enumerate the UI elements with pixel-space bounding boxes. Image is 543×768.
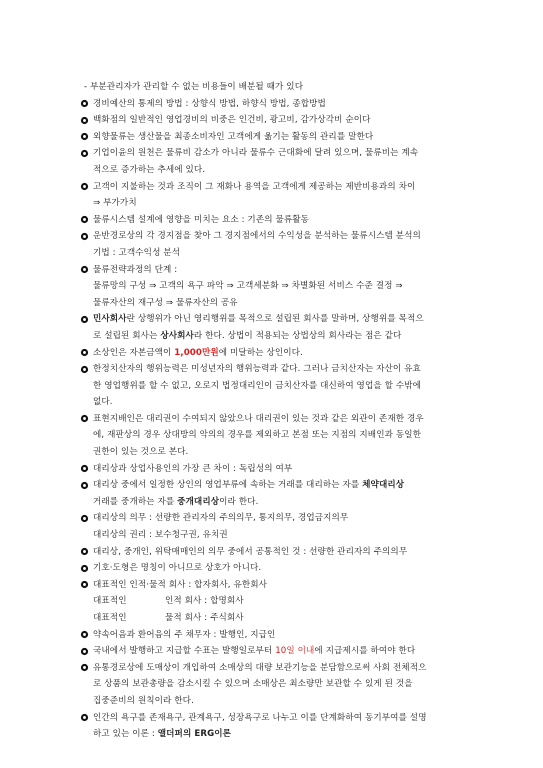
text-line: 에, 재판상의 경우 상대방의 악의의 경우를 제외하고 본점 또는 지점의 지배인과 동일한: [93, 430, 422, 441]
text-line: 물류자산의 재구성 ⇒ 물류자산의 공유: [93, 297, 238, 308]
list-item: 물류시스템 설계에 영향을 미치는 요소 : 기존의 물류활동: [80, 212, 475, 229]
bullet-icon: [80, 365, 89, 374]
list-item: 대리상과 상업사용인의 가장 큰 차이 : 독립성의 여부: [80, 461, 475, 478]
text-line: 기법 : 고객수익성 분석: [93, 247, 181, 258]
list-item: 백화점의 일반적인 영업경비의 비중은 인건비, 광고비, 감가상각비 순이다: [80, 112, 475, 129]
period-highlight: 10일 이내: [275, 646, 315, 657]
text-line: 거래를 중개하는 자를 중개대리상이라 한다.: [93, 496, 259, 507]
bullet-icon: [80, 713, 89, 722]
bullet-icon: [80, 265, 89, 274]
text-line: 집중준비의 원칙이라 한다.: [93, 695, 194, 706]
bullet-icon: [80, 99, 89, 108]
bullet-icon: [80, 580, 89, 589]
bullet-icon: [80, 630, 89, 639]
bullet-icon: [80, 232, 89, 241]
bullet-icon: [80, 464, 89, 473]
text-line: 적으로 증가하는 추세에 있다.: [93, 164, 206, 175]
bullet-icon: [80, 481, 89, 490]
list-item: 소상인은 자본금액이 1,000만원에 미달하는 상인이다.: [80, 345, 475, 362]
text-line: 없다.: [93, 397, 113, 408]
bullet-icon: [80, 663, 89, 672]
bullet-icon: [80, 149, 89, 158]
list-item: 대리상, 중개인, 위탁매매인의 의무 중에서 공통적인 것 : 선량한 관리자의 주의의무: [80, 544, 475, 561]
list-item: 기호·도형은 명칭이 아니므로 상호가 아니다.: [80, 560, 475, 577]
list-item: 운반경로상의 각 경지점을 찾아 그 경지점에서의 수익성을 분석하는 물류시스템 분석의: [80, 228, 475, 245]
list-item: 표현지배인은 대리권이 수여되지 않았으나 대리권이 있는 것과 같은 외관이 존재한 경우: [80, 411, 475, 428]
text-line: 한 영업행위를 할 수 없고, 오로지 법정대리인이 금치산자를 대신하여 영업을 할 수밖에: [93, 380, 422, 391]
text-line: 하고 있는 이론 : 앨더퍼의 ERG이론: [93, 729, 232, 740]
bullet-icon: [80, 514, 89, 523]
bullet-icon: [80, 547, 89, 556]
bullet-icon: [80, 116, 89, 125]
bullet-icon: [80, 132, 89, 141]
bullet-icon: [80, 315, 89, 324]
text-line: - 부분관리자가 관리할 수 없는 비용들이 배분될 때가 있다: [84, 82, 304, 92]
bullet-icon: [80, 647, 89, 656]
text-line: 물류망의 구성 ⇒ 고객의 욕구 파악 ⇒ 고객세분화 ⇒ 차별화된 서비스 수준 결정 ⇒: [93, 281, 403, 292]
list-item: 물류전략과정의 단계 :: [80, 262, 475, 279]
bullet-icon: [80, 564, 89, 573]
list-item: 대리상의 의무 : 선량한 관리자의 주의의무, 통지의무, 경업금지의무: [80, 510, 475, 527]
bullet-icon: [80, 215, 89, 224]
text-line: ⇒ 부가가치: [93, 198, 137, 209]
bullet-icon: [80, 414, 89, 423]
list-item: 민사회사란 상행위가 아닌 영리행위를 목적으로 설립된 회사를 말하며, 상행위를 목적으: [80, 311, 475, 328]
list-item: 기업이윤의 원천은 물류비 감소가 아니라 물류수 근대화에 달려 있으며, 물류비는 계속: [80, 145, 475, 162]
term-highlight: 체약대리상: [362, 480, 405, 491]
list-item: 유통경로상에 도매상이 개입하여 소매상의 대량 보관기능을 분담함으로써 사회 전체적으: [80, 660, 475, 677]
list-item: 외향물류는 생산물을 최종소비자인 고객에게 옮기는 활동의 관리를 말한다: [80, 129, 475, 146]
term-highlight: 앨더퍼의 ERG이론: [157, 729, 232, 740]
term-highlight: 상사회사: [160, 330, 194, 341]
text-line: 대표적인 물적 회사 : 주식회사: [93, 613, 244, 623]
text-line: 대표적인 인적 회사 : 합명회사: [93, 596, 244, 607]
bullet-icon: [80, 348, 89, 357]
term-highlight: 중개대리상: [177, 496, 220, 507]
list-item: 대표적인 인적·물적 회사 : 합자회사, 유한회사: [80, 577, 475, 594]
list-item: 경비예산의 통제의 방법 : 상향식 방법, 하향식 방법, 종합방법: [80, 96, 475, 113]
list-item: 국내에서 발행하고 지급할 수표는 발행일로부터 10일 이내에 지급제시를 하여야 한다: [80, 643, 475, 660]
document-page: [80, 79, 475, 743]
list-item: 고객이 지불하는 것과 조직이 그 재화나 용역을 고객에게 제공하는 제반비용과의 차이: [80, 179, 475, 196]
bullet-icon: [80, 182, 89, 191]
term-highlight: 민사회사: [93, 314, 127, 325]
list-item: 대리상 중에서 일정한 상인의 영업부류에 속하는 거래를 대리하는 자를 체약대리상: [80, 477, 475, 494]
list-item: 인간의 욕구를 존재욕구, 관계욕구, 성장욕구로 나누고 이를 단계화하여 동기부여를 설명: [80, 710, 475, 727]
text-line: 로 상품의 보관총량을 감소시킬 수 있으며 소매상은 최소량만 보관할 수 있게 된 것을: [93, 679, 413, 690]
text-line: 로 설립된 회사는 상사회사라 한다. 상법이 적용되는 상법상의 회사라는 점은 같다: [93, 330, 402, 341]
text-line: 권한이 있는 것으로 본다.: [93, 447, 189, 458]
amount-highlight: 1,000만원: [174, 347, 219, 358]
list-item: 한정치산자의 행위능력은 미성년자의 행위능력과 같다. 그러나 금치산자는 자산이 유효: [80, 361, 475, 378]
list-item: 약속어음과 환어음의 주 채무자 : 발행인, 지급인: [80, 627, 475, 644]
text-line: 대리상의 권리 : 보수청구권, 유치권: [93, 530, 228, 541]
